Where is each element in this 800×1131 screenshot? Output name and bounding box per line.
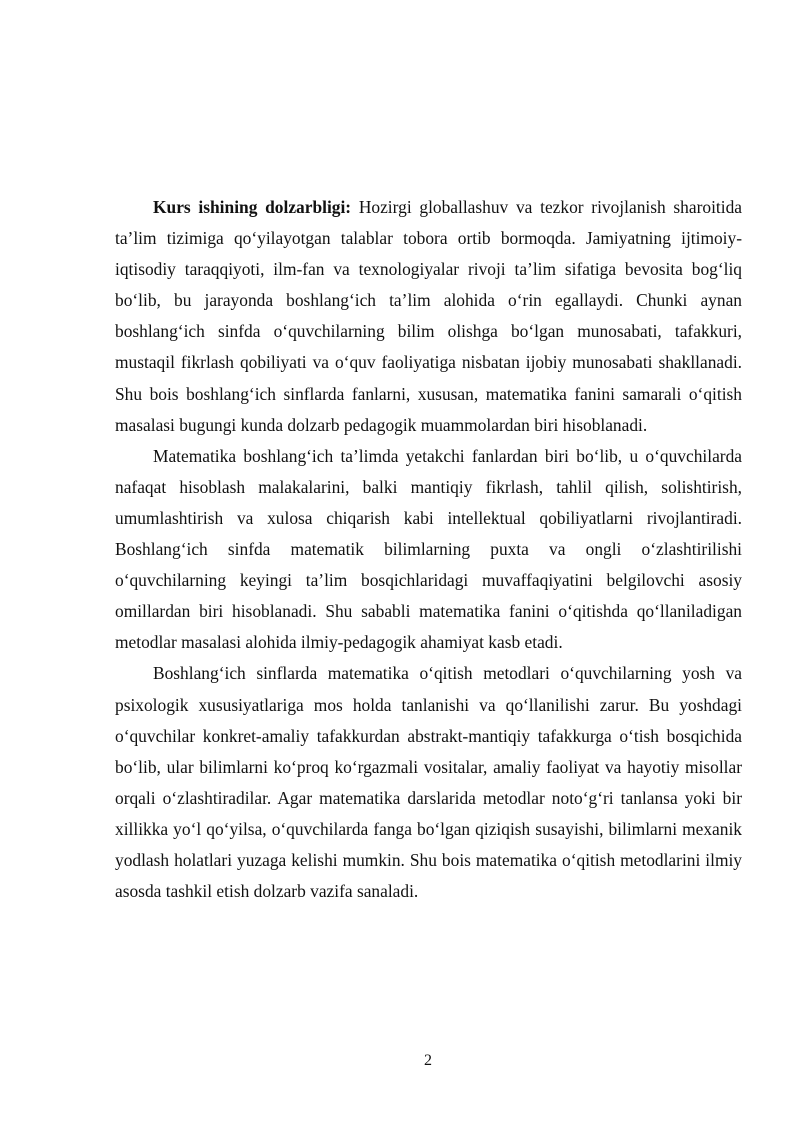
- paragraph-lead-heading: Kurs ishining dolzarbligi:: [153, 197, 352, 217]
- document-page: [115, 192, 742, 907]
- paragraph-relevance: [115, 192, 742, 441]
- paragraph-teaching-methods: Boshlang‘ich sinflarda matematika o‘qitish metodlari o‘quvchilarning yosh va psixologik xususiyatlariga mos holda tanlanishi va qo‘llanilishi zarur. Bu yoshdagi o‘quvchilar konkret-amaliy tafakkurdan abstrakt-mantiqiy tafakkurga o‘tish bosqichida bo‘lib, ular bilimlarni ko‘proq ko‘rgazmali vositalar, amaliy faoliyat va hayotiy misollar orqali o‘zlashtiradilar. Agar matematika darslarida metodlar noto‘g‘ri tanlansa yoki bir xillikka yo‘l qo‘yilsa, o‘quvchilarda fanga bo‘lgan qiziqish susayishi, bilimlarni mexanik yodlash holatlari yuzaga kelishi mumkin. Shu bois matematika o‘qitish metodlarini ilmiy asosda tashkil etish dolzarb vazifa sanaladi.: [115, 663, 742, 902]
- paragraph-mathematics-role: Matematika boshlang‘ich ta’limda yetakchi fanlardan biri bo‘lib, u o‘quvchilarda nafaqat hisoblash malakalarini, balki mantiqiy fikrlash, tahlil qilish, solishtirish, umumlashtirish va xulosa chiqarish kabi intellektual qobiliyatlarni rivojlantiradi. Boshlang‘ich sinfda matematik bilimlarning puxta va ongli o‘zlashtirilishi o‘quvchilarning keyingi ta’lim bosqichlaridagi muvaffaqiyatini belgilovchi asosiy omillardan biri hisoblanadi. Shu sababli matematika fanini o‘qitishda qo‘llaniladigan metodlar masalasi alohida ilmiy-pedagogik ahamiyat kasb etadi.: [115, 445, 742, 653]
- paragraph-text: Hozirgi globallashuv va tezkor rivojlanish sharoitida ta’lim tizimiga qo‘yilayotgan talablar tobora ortib bormoqda. Jamiyatning ijtimoiy-iqtisodiy taraqqiyoti, ilm-fan va texnologiyalar rivoji ta’lim sifatiga bevosita bog‘liq bo‘lib, bu jarayonda boshlang‘ich ta’lim alohida o‘rin egallaydi. Chunki aynan boshlang‘ich sinfda o‘quvchilarning bilim olishga bo‘lgan munosabati, tafakkuri, mustaqil fikrlash qobiliyati va o‘quv faoliyatiga nisbatan ijobiy munosabati shakllanadi. Shu bois boshlang‘ich sinflarda fanlarni, xususan, matematika fanini samarali o‘qitish masalasi bugungi kunda dolzarb pedagogik muammolardan biri hisoblanadi.: [115, 197, 742, 435]
- page-number: 2: [424, 1052, 432, 1069]
